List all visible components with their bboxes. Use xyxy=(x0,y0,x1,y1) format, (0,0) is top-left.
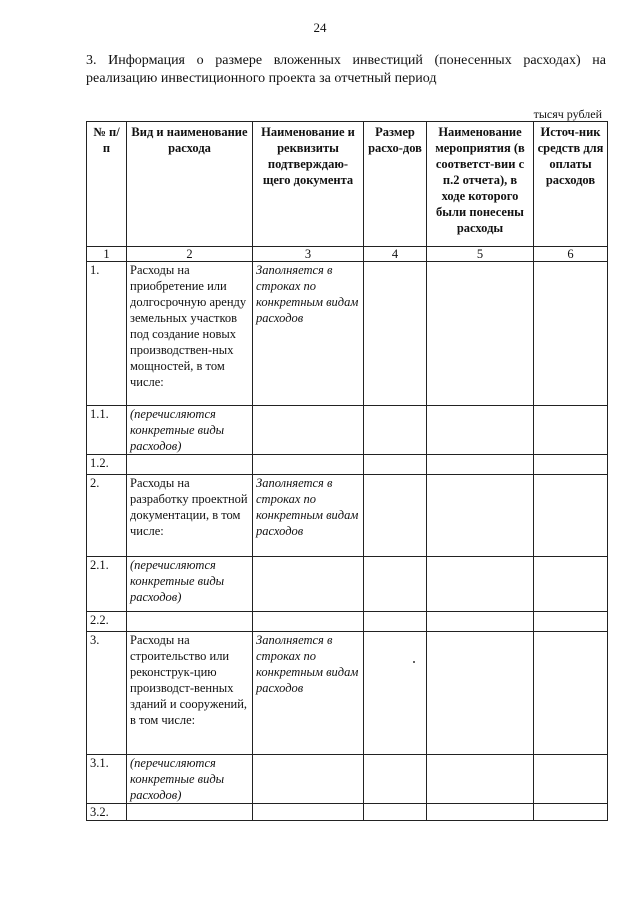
document-note: Заполняется в строках по конкретным видам расходов xyxy=(253,262,364,406)
header-funding-source: Источ-ник средств для оплаты расходов xyxy=(534,122,608,247)
amount-cell xyxy=(364,612,427,632)
header-amount: Размер расхо-дов xyxy=(364,122,427,247)
table-row xyxy=(87,262,608,406)
header-document: Наименование и реквизиты подтверждаю-щего документа xyxy=(253,122,364,247)
amount-cell xyxy=(364,755,427,804)
expense-description xyxy=(127,804,253,821)
table-row xyxy=(87,475,608,557)
amount-cell xyxy=(364,632,427,755)
document-note xyxy=(253,406,364,455)
page-number: 24 xyxy=(313,20,327,35)
table-row xyxy=(87,755,608,804)
table-row xyxy=(87,406,608,455)
expense-description: (перечисляются конкретные виды расходов) xyxy=(127,557,253,612)
row-number: 2. xyxy=(87,475,127,557)
column-number: 1 xyxy=(87,247,127,262)
header-expense-type: Вид и наименование расхода xyxy=(127,122,253,247)
activity-cell xyxy=(427,612,534,632)
activity-cell xyxy=(427,406,534,455)
column-numbers-row xyxy=(87,247,608,262)
column-number: 4 xyxy=(364,247,427,262)
document-note: Заполняется в строках по конкретным видам расходов xyxy=(253,632,364,755)
expense-description xyxy=(127,612,253,632)
row-number: 1. xyxy=(87,262,127,406)
column-number: 2 xyxy=(127,247,253,262)
expense-description: (перечисляются конкретные виды расходов) xyxy=(127,755,253,804)
expense-description xyxy=(127,455,253,475)
document-note xyxy=(253,755,364,804)
header-activity: Наименование мероприятия (в соответст-вии с п.2 отчета), в ходе которого были понесены расходы xyxy=(427,122,534,247)
funding-source-cell xyxy=(534,804,608,821)
investment-table xyxy=(86,121,608,821)
expense-description: Расходы на разработку проектной документации, в том числе: xyxy=(127,475,253,557)
row-number: 2.1. xyxy=(87,557,127,612)
document-note xyxy=(253,804,364,821)
amount-cell xyxy=(364,262,427,406)
section-heading-line-1: 3. Информация о размере вложенных инвестиций (понесенных расходах) на xyxy=(86,53,606,68)
funding-source-cell xyxy=(534,406,608,455)
activity-cell xyxy=(427,755,534,804)
activity-cell xyxy=(427,455,534,475)
funding-source-cell xyxy=(534,632,608,755)
funding-source-cell xyxy=(534,755,608,804)
row-number: 1.2. xyxy=(87,455,127,475)
amount-cell xyxy=(364,557,427,612)
column-number: 6 xyxy=(534,247,608,262)
amount-cell xyxy=(364,455,427,475)
row-number: 3. xyxy=(87,632,127,755)
funding-source-cell xyxy=(534,262,608,406)
funding-source-cell xyxy=(534,475,608,557)
scan-speck xyxy=(413,661,415,663)
document-note xyxy=(253,557,364,612)
table-row xyxy=(87,804,608,821)
funding-source-cell xyxy=(534,612,608,632)
funding-source-cell xyxy=(534,455,608,475)
column-number: 5 xyxy=(427,247,534,262)
document-note xyxy=(253,612,364,632)
funding-source-cell xyxy=(534,557,608,612)
units-label: тысяч рублей xyxy=(533,107,602,121)
row-number: 3.1. xyxy=(87,755,127,804)
expense-description: Расходы на приобретение или долгосрочную аренду земельных участков под создание новых производствен-ных мощностей, в том числе: xyxy=(127,262,253,406)
amount-cell xyxy=(364,475,427,557)
header-number: № п/п xyxy=(87,122,127,247)
row-number: 3.2. xyxy=(87,804,127,821)
document-note: Заполняется в строках по конкретным видам расходов xyxy=(253,475,364,557)
expense-description: Расходы на строительство или реконструк-цию производст-венных зданий и сооружений, в том числе: xyxy=(127,632,253,755)
activity-cell xyxy=(427,262,534,406)
row-number: 2.2. xyxy=(87,612,127,632)
table-row xyxy=(87,557,608,612)
activity-cell xyxy=(427,632,534,755)
table-row xyxy=(87,612,608,632)
table-row xyxy=(87,455,608,475)
table-header-row xyxy=(87,122,608,247)
table-row xyxy=(87,632,608,755)
expense-description: (перечисляются конкретные виды расходов) xyxy=(127,406,253,455)
section-heading xyxy=(86,52,606,88)
column-number: 3 xyxy=(253,247,364,262)
activity-cell xyxy=(427,804,534,821)
activity-cell xyxy=(427,557,534,612)
activity-cell xyxy=(427,475,534,557)
amount-cell xyxy=(364,406,427,455)
section-heading-line-2: реализацию инвестиционного проекта за отчетный период xyxy=(86,71,437,86)
row-number: 1.1. xyxy=(87,406,127,455)
document-note xyxy=(253,455,364,475)
amount-cell xyxy=(364,804,427,821)
